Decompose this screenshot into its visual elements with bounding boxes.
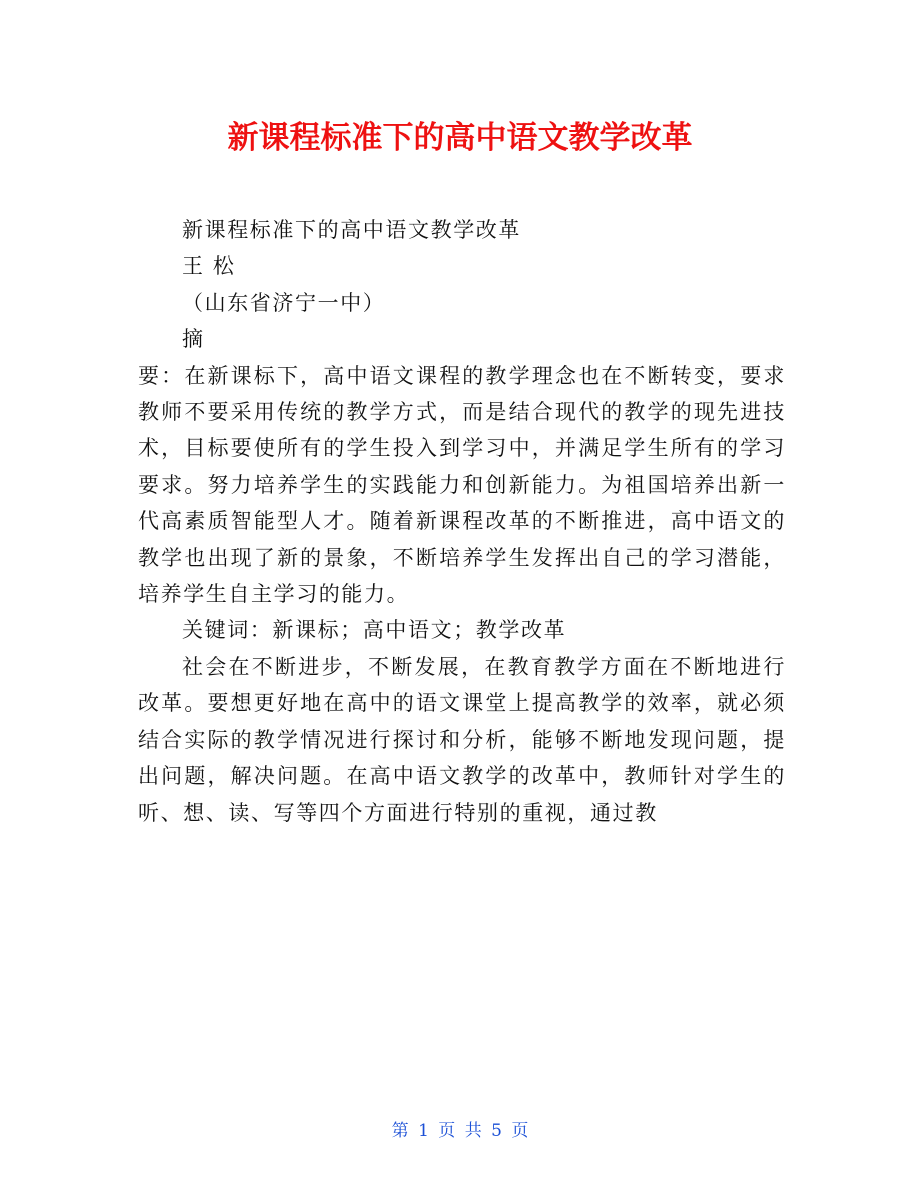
page-footer: 第 1 页 共 5 页 (391, 1121, 529, 1141)
document-title: 新课程标准下的高中语文教学改革 (227, 120, 693, 156)
document-body (138, 212, 786, 831)
keywords-paragraph: 关键词：新课标；高中语文；教学改革 (182, 618, 567, 643)
abstract-paragraph: 要：在新课标下，高中语文课程的教学理念也在不断转变，要求教师不要采用传统的教学方式，而是结合现代的教学的现先进技术，目标要使所有的学生投入到学习中，并满足学生所有的学习要求。努力培养学生的实践能力和创新能力。为祖国培养出新一代高素质智能型人才。随着新课程改革的不断推进，高中语文的教学也出现了新的景象，不断培养学生发挥出自己的学习潜能，培养学生自主学习的能力。 (138, 363, 786, 607)
author-name: 王 松 (182, 254, 236, 279)
abstract-heading: 摘 (182, 327, 205, 352)
body-paragraph: 社会在不断进步，不断发展，在教育教学方面在不断地进行改革。要想更好地在高中的语文课堂上提高教学的效率，就必须结合实际的教学情况进行探讨和分析，能够不断地发现问题，提出问题，解决问题。在高中语文教学的改革中，教师针对学生的听、想、读、写等四个方面进行特别的重视，通过教 (138, 654, 786, 825)
subtitle-paragraph: 新课程标准下的高中语文教学改革 (182, 218, 521, 242)
author-affiliation: （山东省济宁一中） (182, 290, 386, 315)
